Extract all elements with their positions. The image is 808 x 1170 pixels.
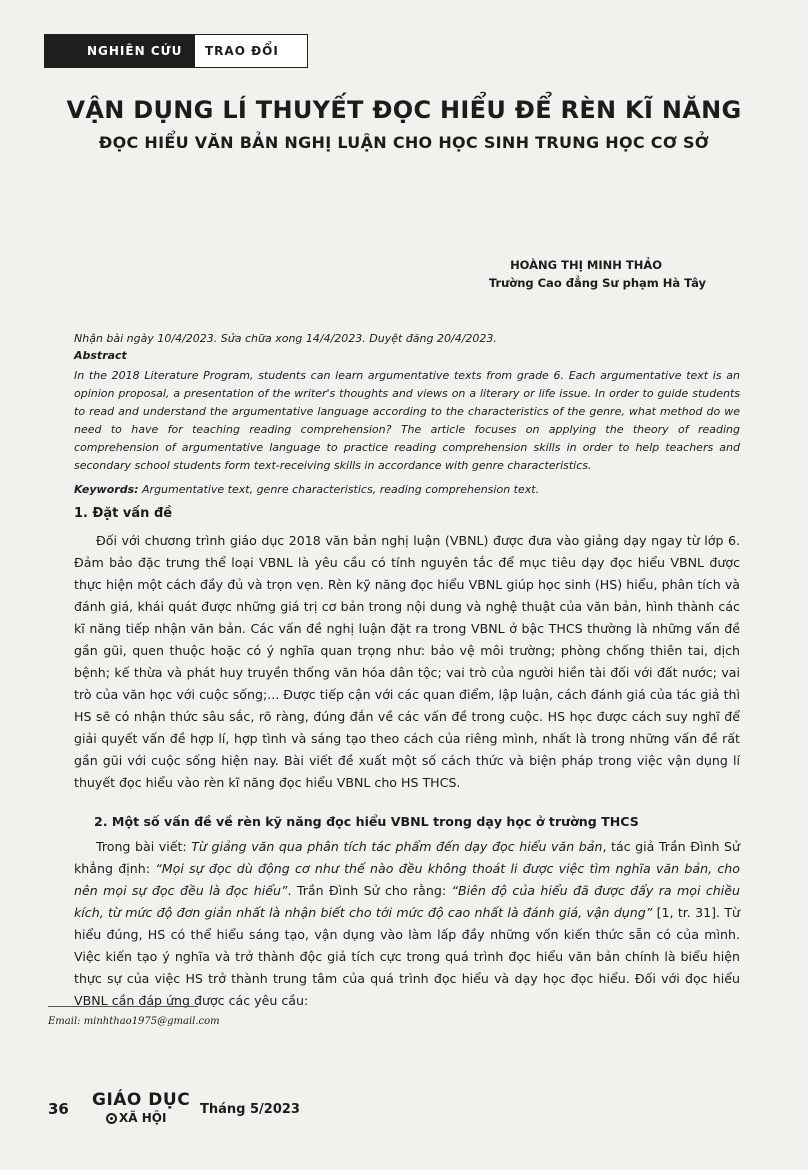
submission-dates: Nhận bài ngày 10/4/2023. Sửa chữa xong 14/4/2023. Duyệt đăng 20/4/2023.	[74, 332, 497, 345]
author-email: Email: minhthao1975@gmail.com	[48, 1016, 220, 1027]
journal-brand-bottom	[106, 1111, 166, 1125]
author-affiliation: Trường Cao đẳng Sư phạm Hà Tây	[488, 276, 706, 290]
s2-cited-title: Từ giảng văn qua phân tích tác phẩm đến dạy đọc hiểu văn bản	[191, 839, 603, 854]
footnote-rule	[48, 1006, 198, 1007]
journal-brand-bottom-text: XÃ HỘI	[119, 1111, 167, 1125]
s2-text-g: [1, tr. 31]. Từ hiểu đúng, HS có thể hiểu sáng tạo, vận dụng vào làm lấp đầy những vốn kiến thức sẵn có của mình. Việc kiến tạo ý nghĩa và trở thành độc giả tích cực trong quá trình đọc hiểu văn bản chính là biểu hiện thực sự của việc HS trở thành trung tâm của quá trình đọc hiểu và dạy học đọc hiểu. Đối với đọc hiểu VBNL cần đáp ứng được các yêu cầu:	[74, 905, 740, 1008]
keywords-label: Keywords:	[74, 483, 139, 496]
issue-date: Tháng 5/2023	[200, 1102, 300, 1117]
page-number: 36	[48, 1100, 69, 1118]
section2-heading: 2. Một số vấn đề về rèn kỹ năng đọc hiểu VBNL trong dạy học ở trường THCS	[94, 814, 639, 829]
s2-text-a: Trong bài viết:	[96, 839, 192, 854]
section2-paragraph	[74, 836, 740, 1012]
section-header	[44, 34, 308, 68]
keywords	[74, 483, 539, 496]
abstract-text: In the 2018 Literature Program, students can learn argumentative texts from grade 6. Each argumentative text is an opinion proposal, a presentation of the writer's thoughts and views on a literary or life issue. In order to guide students to read and understand the argumentative language according to the characteristics of the genre, what method do we need to have for teaching reading comprehension? The article focuses on applying the theory of reading comprehension of argumentative language to practice reading comprehension skills in order to help teachers and secondary school students form text-receiving skills in accordance with genre characteristics.	[74, 369, 740, 472]
section-label-exchange: TRAO ĐỔI	[205, 44, 279, 58]
s2-text-e: . Trần Đình Sử cho rằng:	[287, 883, 452, 898]
author-name: HOÀNG THỊ MINH THẢO	[510, 258, 662, 272]
brand-logo-icon	[106, 1113, 117, 1124]
keywords-text: Argumentative text, genre characteristics, reading comprehension text.	[138, 483, 540, 496]
section-label-research: NGHIÊN CỨU	[45, 35, 195, 67]
section1-paragraph: Đối với chương trình giáo dục 2018 văn bản nghị luận (VBNL) được đưa vào giảng dạy ngay từ lớp 6. Đảm bảo đặc trưng thể loại VBNL là yêu cầu có tính nguyên tắc để mục tiêu dạy đọc hiểu VBNL được thực hiện một cách đầy đủ và trọn vẹn. Rèn kỹ năng đọc hiểu VBNL giúp học sinh (HS) hiểu, phân tích và đánh giá, khái quát được những giá trị cơ bản trong nội dung và nghệ thuật của văn bản, hình thành các kĩ năng tiếp nhận văn bản. Các vấn đề nghị luận đặt ra trong VBNL ở bậc THCS thường là những vấn đề gần gũi, quen thuộc hoặc có ý nghĩa quan trọng như: bảo vệ môi trường; phòng chống thiên tai, dịch bệnh; kế thừa và phát huy truyền thống văn hóa dân tộc; vai trò của người hiền tài đối với đất nước; vai trò của văn học với cuộc sống;... Được tiếp cận với các quan điểm, lập luận, cách đánh giá của tác giả thì HS sẽ có nhận thức sâu sắc, rõ ràng, đúng đắn về các vấn đề trong cuộc. HS học được cách suy nghĩ để giải quyết vấn đề hợp lí, hợp tình và sáng tạo theo cách của riêng mình, nhất là trong những vấn đề rất gần gũi với cuộc sống hiện nay. Bài viết đề xuất một số cách thức và biện pháp trong việc vận dụng lí thuyết đọc hiểu vào rèn kĩ năng đọc hiểu VBNL cho HS THCS.	[74, 533, 740, 790]
section1-heading: 1. Đặt vấn đề	[74, 506, 173, 521]
s2-quote-1: “Mọi sự đọc dù động cơ như thế nào đều không thoát li được việc tìm nghĩa văn bản, cho nên mọi sự đọc đều là đọc hiểu”	[74, 861, 740, 898]
s2-quote-2: “Biên độ của hiểu đã được đẩy ra mọi chiều kích, từ mức độ đơn giản nhất là nhận biết cho tới mức độ cao nhất là đánh giá, vận dụng”	[74, 883, 741, 920]
abstract-label: Abstract	[74, 349, 127, 362]
s2-text-c: , tác giả Trần Đình Sử khẳng định:	[74, 839, 740, 876]
article-title-line1: VẬN DỤNG LÍ THUYẾT ĐỌC HIỂU ĐỂ RÈN KĨ NĂNG	[66, 96, 742, 124]
article-title-line2: ĐỌC HIỂU VĂN BẢN NGHỊ LUẬN CHO HỌC SINH TRUNG HỌC CƠ SỞ	[98, 133, 710, 152]
journal-brand-top: GIÁO DỤC	[92, 1090, 191, 1110]
